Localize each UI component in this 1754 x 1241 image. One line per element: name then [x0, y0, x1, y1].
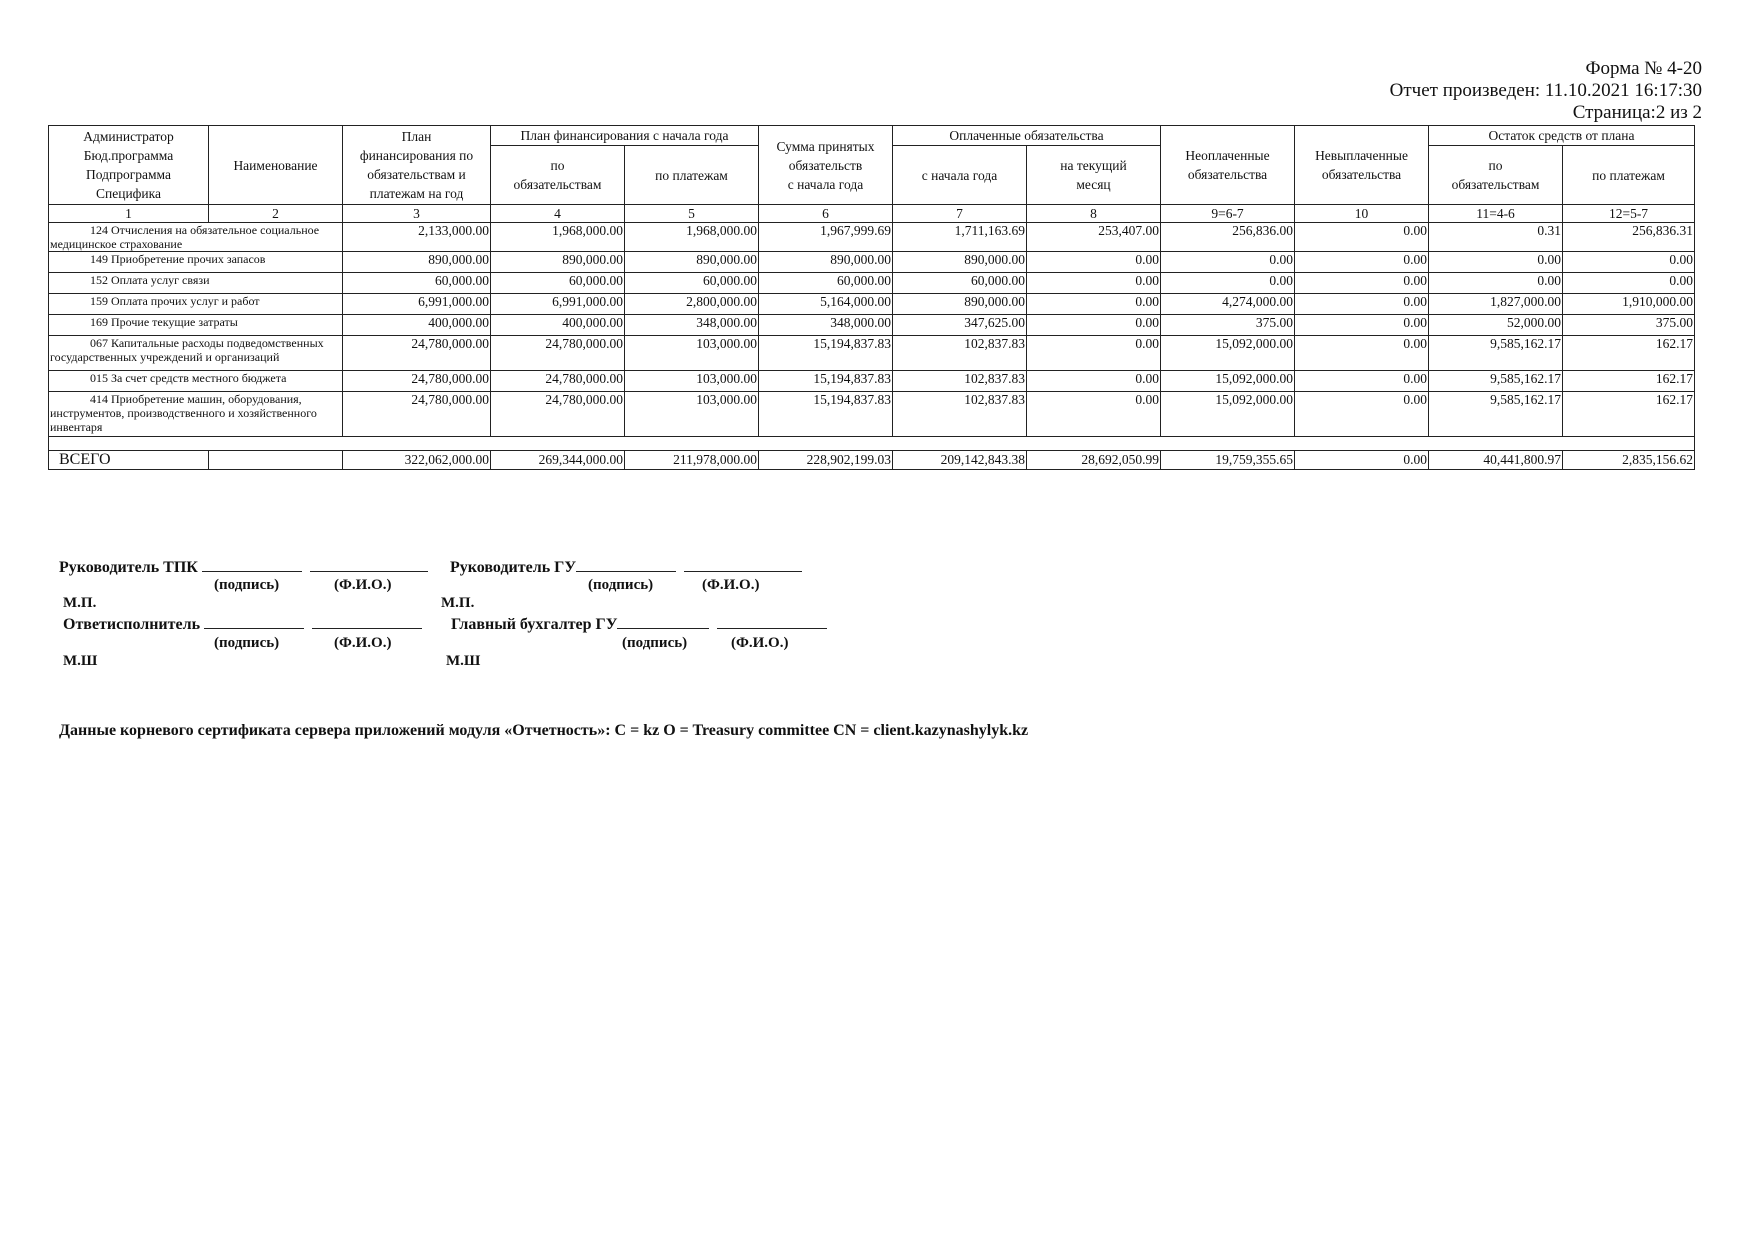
head-tpk-sign-caption: (подпись)	[214, 577, 280, 593]
executor-fio-caption: (Ф.И.О.)	[334, 635, 392, 651]
stamp-mp-right: М.П.	[441, 595, 475, 611]
stamp-msh-right: М.Ш	[446, 653, 481, 669]
row-value: 102,837.83	[893, 371, 1027, 392]
row-name: 414 Приобретение машин, оборудования, инструментов, производственного и хозяйственного инвентаря	[49, 392, 343, 437]
row-name: 152 Оплата услуг связи	[49, 273, 343, 294]
row-value: 15,092,000.00	[1161, 336, 1295, 371]
spacer-row	[49, 437, 1695, 451]
col-remainder-header: Остаток средств от плана	[1429, 126, 1695, 146]
col-current-month-header: на текущий месяц	[1027, 146, 1161, 205]
col-number: 3	[343, 205, 491, 223]
total-value: 211,978,000.00	[625, 451, 759, 470]
row-value: 24,780,000.00	[343, 336, 491, 371]
row-value: 9,585,162.17	[1429, 371, 1563, 392]
row-value: 15,092,000.00	[1161, 392, 1295, 437]
row-value: 0.00	[1295, 371, 1429, 392]
row-value: 4,274,000.00	[1161, 294, 1295, 315]
col-number: 9=6-7	[1161, 205, 1295, 223]
row-value: 375.00	[1563, 315, 1695, 336]
row-value: 60,000.00	[625, 273, 759, 294]
row-value: 0.00	[1429, 273, 1563, 294]
head-gu-fio-caption: (Ф.И.О.)	[702, 577, 760, 593]
row-value: 0.00	[1563, 273, 1695, 294]
col-accepted-sum-header: Сумма принятых обязательств с начала года	[759, 126, 893, 205]
col-number: 2	[209, 205, 343, 223]
col-name-header: Наименование	[209, 126, 343, 205]
row-value: 890,000.00	[343, 252, 491, 273]
row-value: 52,000.00	[1429, 315, 1563, 336]
row-value: 0.00	[1027, 371, 1161, 392]
row-value: 0.00	[1429, 252, 1563, 273]
row-value: 2,133,000.00	[343, 223, 491, 252]
row-value: 102,837.83	[893, 336, 1027, 371]
row-name: 149 Приобретение прочих запасов	[49, 252, 343, 273]
head-gu-sign-caption: (подпись)	[588, 577, 654, 593]
row-value: 0.00	[1295, 252, 1429, 273]
col-since-start-header: с начала года	[893, 146, 1027, 205]
table-row	[49, 392, 1695, 437]
col-number: 11=4-6	[1429, 205, 1563, 223]
row-value: 256,836.31	[1563, 223, 1695, 252]
total-label: ВСЕГО	[49, 451, 209, 470]
row-value: 0.31	[1429, 223, 1563, 252]
row-value: 15,194,837.83	[759, 392, 893, 437]
table-row	[49, 252, 1695, 273]
head-tpk-signature: Руководитель ТПК	[59, 557, 428, 577]
col-admin-header: Администратор Бюд.программа Подпрограмма Специфика	[49, 126, 209, 205]
row-name: 015 За счет средств местного бюджета	[49, 371, 343, 392]
row-value: 15,194,837.83	[759, 371, 893, 392]
stamp-mp-left: М.П.	[63, 595, 97, 611]
row-value: 348,000.00	[625, 315, 759, 336]
col-number: 4	[491, 205, 625, 223]
row-value: 24,780,000.00	[491, 392, 625, 437]
row-value: 1,967,999.69	[759, 223, 893, 252]
row-value: 0.00	[1295, 315, 1429, 336]
row-value: 347,625.00	[893, 315, 1027, 336]
col-number: 8	[1027, 205, 1161, 223]
page-indicator: Страница:2 из 2	[1572, 102, 1702, 123]
row-value: 24,780,000.00	[343, 371, 491, 392]
col-paid-obligations-header: Оплаченные обязательства	[893, 126, 1161, 146]
chief-accountant-signature: Главный бухгалтер ГУ	[451, 614, 827, 634]
table-row	[49, 223, 1695, 252]
row-value: 162.17	[1563, 336, 1695, 371]
chief-accountant-fio-caption: (Ф.И.О.)	[731, 635, 789, 651]
row-value: 0.00	[1295, 273, 1429, 294]
row-value: 162.17	[1563, 371, 1695, 392]
row-value: 60,000.00	[491, 273, 625, 294]
col-not-paid-out-header: Невыплаченные обязательства	[1295, 126, 1429, 205]
col-unpaid-header: Неоплаченные обязательства	[1161, 126, 1295, 205]
col-rem-by-payments-header: по платежам	[1563, 146, 1695, 205]
table-row	[49, 315, 1695, 336]
row-value: 0.00	[1027, 315, 1161, 336]
col-rem-by-obligations-header: по обязательствам	[1429, 146, 1563, 205]
col-number: 5	[625, 205, 759, 223]
row-value: 6,991,000.00	[343, 294, 491, 315]
row-value: 1,711,163.69	[893, 223, 1027, 252]
row-value: 0.00	[1027, 336, 1161, 371]
row-value: 0.00	[1161, 273, 1295, 294]
head-tpk-fio-caption: (Ф.И.О.)	[334, 577, 392, 593]
stamp-msh-left: М.Ш	[63, 653, 98, 669]
row-value: 375.00	[1161, 315, 1295, 336]
row-value: 60,000.00	[893, 273, 1027, 294]
table-row	[49, 294, 1695, 315]
row-value: 1,968,000.00	[491, 223, 625, 252]
total-value: 269,344,000.00	[491, 451, 625, 470]
row-value: 24,780,000.00	[343, 392, 491, 437]
row-value: 103,000.00	[625, 392, 759, 437]
row-name: 124 Отчисления на обязательное социальное медицинское страхование	[49, 223, 343, 252]
row-value: 0.00	[1295, 294, 1429, 315]
row-value: 400,000.00	[491, 315, 625, 336]
row-value: 348,000.00	[759, 315, 893, 336]
row-name: 169 Прочие текущие затраты	[49, 315, 343, 336]
row-value: 102,837.83	[893, 392, 1027, 437]
total-row	[49, 451, 1695, 470]
row-value: 0.00	[1027, 252, 1161, 273]
report-table	[48, 125, 1695, 470]
row-value: 2,800,000.00	[625, 294, 759, 315]
row-value: 0.00	[1295, 392, 1429, 437]
total-value: 19,759,355.65	[1161, 451, 1295, 470]
row-name: 067 Капитальные расходы подведомственных государственных учреждений и организаций	[49, 336, 343, 371]
row-value: 253,407.00	[1027, 223, 1161, 252]
row-value: 24,780,000.00	[491, 371, 625, 392]
row-value: 5,164,000.00	[759, 294, 893, 315]
certificate-info: Данные корневого сертификата сервера приложений модуля «Отчетность»: C = kz O = Treasury committee CN = client.kazynashylyk.kz	[59, 722, 1029, 739]
report-date: Отчет произведен: 11.10.2021 16:17:30	[1389, 80, 1702, 101]
row-value: 24,780,000.00	[491, 336, 625, 371]
col-by-payments-header: по платежам	[625, 146, 759, 205]
row-value: 0.00	[1295, 336, 1429, 371]
total-value: 322,062,000.00	[343, 451, 491, 470]
row-value: 0.00	[1563, 252, 1695, 273]
row-value: 890,000.00	[491, 252, 625, 273]
row-name: 159 Оплата прочих услуг и работ	[49, 294, 343, 315]
row-value: 1,910,000.00	[1563, 294, 1695, 315]
row-value: 9,585,162.17	[1429, 392, 1563, 437]
total-value: 0.00	[1295, 451, 1429, 470]
row-value: 103,000.00	[625, 371, 759, 392]
row-value: 6,991,000.00	[491, 294, 625, 315]
table-row	[49, 273, 1695, 294]
row-value: 400,000.00	[343, 315, 491, 336]
total-value: 228,902,199.03	[759, 451, 893, 470]
report-rows	[49, 223, 1695, 437]
row-value: 890,000.00	[625, 252, 759, 273]
executor-signature: Ответисполнитель	[63, 614, 422, 634]
row-value: 15,092,000.00	[1161, 371, 1295, 392]
row-value: 103,000.00	[625, 336, 759, 371]
row-value: 9,585,162.17	[1429, 336, 1563, 371]
row-value: 162.17	[1563, 392, 1695, 437]
col-plan-year-header: План финансирования по обязательствам и платежам на год	[343, 126, 491, 205]
table-row	[49, 336, 1695, 371]
row-value: 890,000.00	[759, 252, 893, 273]
row-value: 0.00	[1027, 294, 1161, 315]
row-value: 0.00	[1027, 392, 1161, 437]
column-numbers-row	[49, 205, 1695, 223]
col-number: 6	[759, 205, 893, 223]
total-value: 28,692,050.99	[1027, 451, 1161, 470]
head-gu-signature: Руководитель ГУ	[450, 557, 802, 577]
total-name-cell	[209, 451, 343, 470]
table-row	[49, 371, 1695, 392]
row-value: 1,827,000.00	[1429, 294, 1563, 315]
col-number: 1	[49, 205, 209, 223]
row-value: 256,836.00	[1161, 223, 1295, 252]
form-number: Форма № 4-20	[1585, 58, 1702, 79]
row-value: 890,000.00	[893, 252, 1027, 273]
col-plan-since-start-header: План финансирования с начала года	[491, 126, 759, 146]
row-value: 0.00	[1161, 252, 1295, 273]
col-number: 10	[1295, 205, 1429, 223]
row-value: 890,000.00	[893, 294, 1027, 315]
total-value: 209,142,843.38	[893, 451, 1027, 470]
col-number: 7	[893, 205, 1027, 223]
chief-accountant-sign-caption: (подпись)	[622, 635, 688, 651]
row-value: 15,194,837.83	[759, 336, 893, 371]
col-number: 12=5-7	[1563, 205, 1695, 223]
row-value: 60,000.00	[343, 273, 491, 294]
row-value: 0.00	[1295, 223, 1429, 252]
row-value: 1,968,000.00	[625, 223, 759, 252]
total-value: 2,835,156.62	[1563, 451, 1695, 470]
total-value: 40,441,800.97	[1429, 451, 1563, 470]
row-value: 0.00	[1027, 273, 1161, 294]
executor-sign-caption: (подпись)	[214, 635, 280, 651]
col-by-obligations-header: по обязательствам	[491, 146, 625, 205]
row-value: 60,000.00	[759, 273, 893, 294]
